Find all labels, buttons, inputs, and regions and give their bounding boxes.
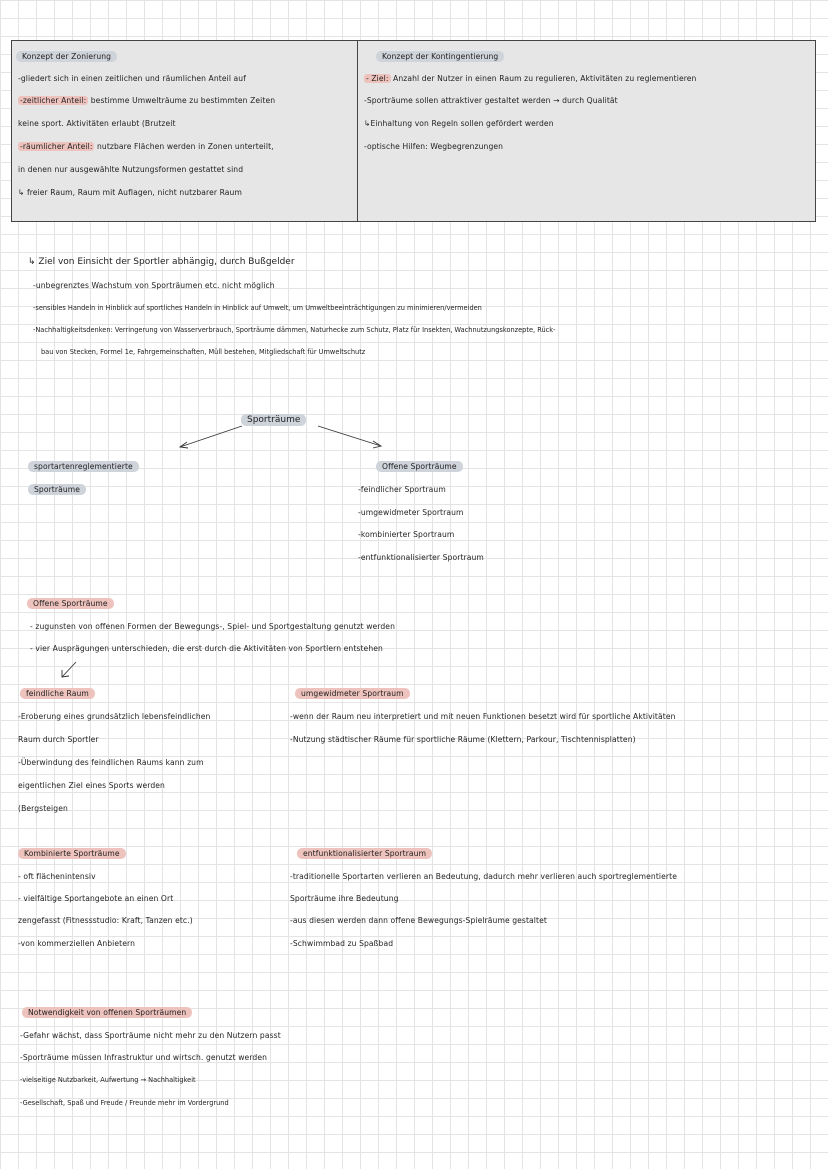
entfunktionalisiert-line-1: -traditionelle Sportarten verlieren an Bedeutung, dadurch mehr verlieren auch sportreglementierte [290,872,677,881]
arrow-down [62,662,76,677]
raeumlicher-anteil-text: nutzbare Flächen werden in Zonen unterteilt, [94,142,274,151]
ziel-item-3: -Nachhaltigkeitsdenken: Verringerung von Wasserverbrauch, Sporträume dämmen, Naturhecke zum Schutz, Platz für Insekten, Wachnutzungskonzepte, Rück- [33,326,556,334]
entfunktionalisiert-line-3: -aus diesen werden dann offene Bewegungs-Spielräume gestaltet [290,916,547,925]
kontingentierung-line-4: -optische Hilfen: Wegbegrenzungen [364,142,504,151]
feindlich-line-5: (Bergsteigen [18,804,68,813]
feindlich-line-2: Raum durch Sportler [18,735,99,744]
feindlich-title: feindliche Raum [20,688,95,699]
mindmap-right-item-4: -entfunktionalisierter Sportraum [358,553,484,562]
offene-item-2: - vier Ausprägungen unterschieden, die erst durch die Aktivitäten von Sportlern entstehen [30,644,383,653]
zonierung-line-1: -gliedert sich in einen zeitlichen und räumlichen Anteil auf [18,74,246,83]
kontingentierung-title: Konzept der Kontingentierung [376,51,504,62]
zeitlicher-anteil-text: bestimme Umwelträume zu bestimmten Zeiten [88,96,276,105]
feindlich-line-4: eigentlichen Ziel eines Sports werden [18,781,165,790]
zonierung-title: Konzept der Zonierung [16,51,117,62]
offene-item-1: - zugunsten von offenen Formen der Bewegungs-, Spiel- und Sportgestaltung genutzt werden [30,622,395,631]
ziel-item-4: bau von Stecken, Formel 1e, Fahrgemeinschaften, Müll bestehen, Mitgliedschaft für Umweltschutz [41,348,366,356]
mindmap-left-title: sportartenreglementierte [28,461,139,472]
kombiniert-title: Kombinierte Sporträume [18,848,126,859]
mindmap-right-title: Offene Sporträume [376,461,463,472]
ziel-heading: ↳ Ziel von Einsicht der Sportler abhängig, durch Bußgelder [28,257,295,267]
mindmap-center: Sporträume [241,414,306,426]
notwendigkeit-line-2: -Sporträume müssen Infrastruktur und wirtsch. genutzt werden [20,1053,268,1062]
arrow-left [180,426,242,447]
raeumlicher-anteil-label: -räumlicher Anteil: [20,142,93,151]
notwendigkeit-line-4: -Gesellschaft, Spaß und Freude / Freunde mehr im Vordergrund [20,1099,229,1107]
entfunktionalisiert-line-2: Sporträume ihre Bedeutung [290,894,399,903]
umgewidmet-title: umgewidmeter Sportraum [295,688,410,699]
kombiniert-line-2: - vielfältige Sportangebote an einen Ort [18,894,174,903]
zonierung-line-3: keine sport. Aktivitäten erlaubt (Brutzeit [18,119,176,128]
zonierung-line-5: in denen nur ausgewählte Nutzungsformen gestattet sind [18,165,244,174]
ziel-text: Anzahl der Nutzer in einen Raum zu regulieren, Aktivitäten zu reglementieren [390,74,697,83]
ziel-item-1: -unbegrenztes Wachstum von Sporträumen etc. nicht möglich [33,281,275,290]
entfunktionalisiert-line-4: -Schwimmbad zu Spaßbad [290,939,394,948]
zeitlicher-anteil-label: -zeitlicher Anteil: [20,96,87,105]
mindmap-right-item-2: -umgewidmeter Sportraum [358,508,464,517]
kontingentierung-line-3: ↳Einhaltung von Regeln sollen gefördert werden [364,119,554,128]
arrow-right [318,426,381,446]
notwendigkeit-line-1: -Gefahr wächst, dass Sporträume nicht mehr zu den Nutzern passt [20,1031,281,1040]
kontingentierung-line-2: -Sporträume sollen attraktiver gestaltet werden → durch Qualität [364,96,618,105]
zonierung-line-6: ↳ freier Raum, Raum mit Auflagen, nicht nutzbarer Raum [18,188,242,197]
mindmap-right-item-1: -feindlicher Sportraum [358,485,446,494]
umgewidmet-line-2: -Nutzung städtischer Räume für sportliche Räume (Klettern, Parkour, Tischtennisplatten) [290,735,636,744]
mindmap-left-sub: Sporträume [28,484,86,495]
entfunktionalisiert-title: entfunktionalisierter Sportraum [297,848,432,859]
kombiniert-line-1: - oft flächenintensiv [18,872,96,881]
kombiniert-line-4: -von kommerziellen Anbietern [18,939,136,948]
feindlich-line-3: -Überwindung des feindlichen Raums kann zum [18,758,204,767]
ziel-item-2: -sensibles Handeln in Hinblick auf sportliches Handeln in Hinblick auf Umwelt, um Umweltbeeinträchtigungen zu minimieren/vermeiden [33,304,482,312]
notwendigkeit-title: Notwendigkeit von offenen Sporträumen [22,1007,192,1018]
ziel-label: - Ziel: [366,74,389,83]
mindmap-right-item-3: -kombinierter Sportraum [358,530,455,539]
umgewidmet-line-1: -wenn der Raum neu interpretiert und mit neuen Funktionen besetzt wird für sportliche Aktivitäten [290,712,676,721]
feindlich-line-1: -Eroberung eines grundsätzlich lebensfeindlichen [18,712,211,721]
kombiniert-line-3: zengefasst (Fitnessstudio: Kraft, Tanzen etc.) [18,916,193,925]
notwendigkeit-line-3: -vielseitige Nutzbarkeit, Aufwertung → Nachhaltigkeit [20,1076,196,1084]
offene-title: Offene Sporträume [27,598,114,609]
